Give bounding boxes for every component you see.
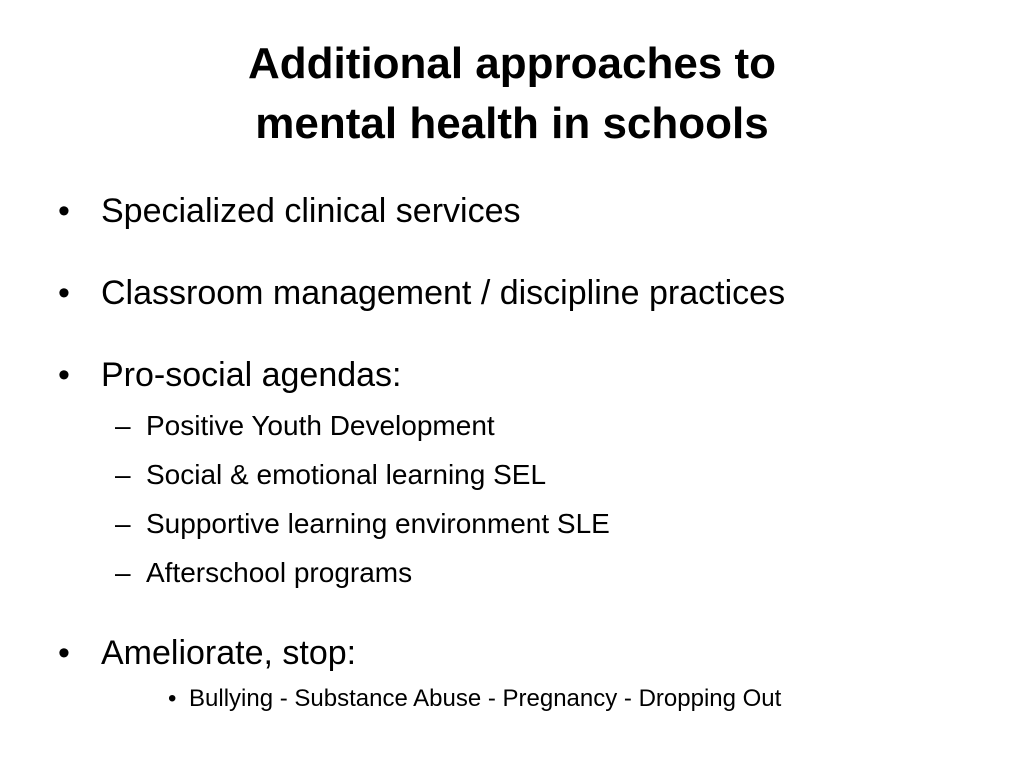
sub-sub-bullet-text: Bullying - Substance Abuse - Pregnancy - Dropping Out (189, 685, 782, 712)
dash-marker: – (115, 557, 131, 588)
dash-marker: – (115, 410, 131, 441)
slide-title-line-1: Additional approaches to (247, 39, 777, 88)
bullet-marker: • (58, 356, 70, 394)
sub-bullet-text: Positive Youth Development (146, 410, 495, 441)
sub-bullet-text: Social & emotional learning SEL (146, 459, 547, 490)
dash-marker: – (115, 508, 131, 539)
bullet-text: Specialized clinical services (101, 192, 521, 230)
slide-title-line-2: mental health in schools (255, 99, 769, 148)
bullet-text: Classroom management / discipline practices (101, 274, 786, 312)
bullet-marker: • (58, 634, 70, 672)
bullet-marker: • (58, 192, 70, 230)
sub-bullet-text: Supportive learning environment SLE (146, 508, 610, 539)
dash-marker: – (115, 459, 131, 490)
bullet-text: Pro-social agendas: (101, 356, 402, 394)
bullet-text: Ameliorate, stop: (101, 634, 357, 672)
bullet-marker-small: • (168, 685, 177, 712)
bullet-marker: • (58, 274, 70, 312)
sub-bullet-text: Afterschool programs (146, 557, 413, 588)
